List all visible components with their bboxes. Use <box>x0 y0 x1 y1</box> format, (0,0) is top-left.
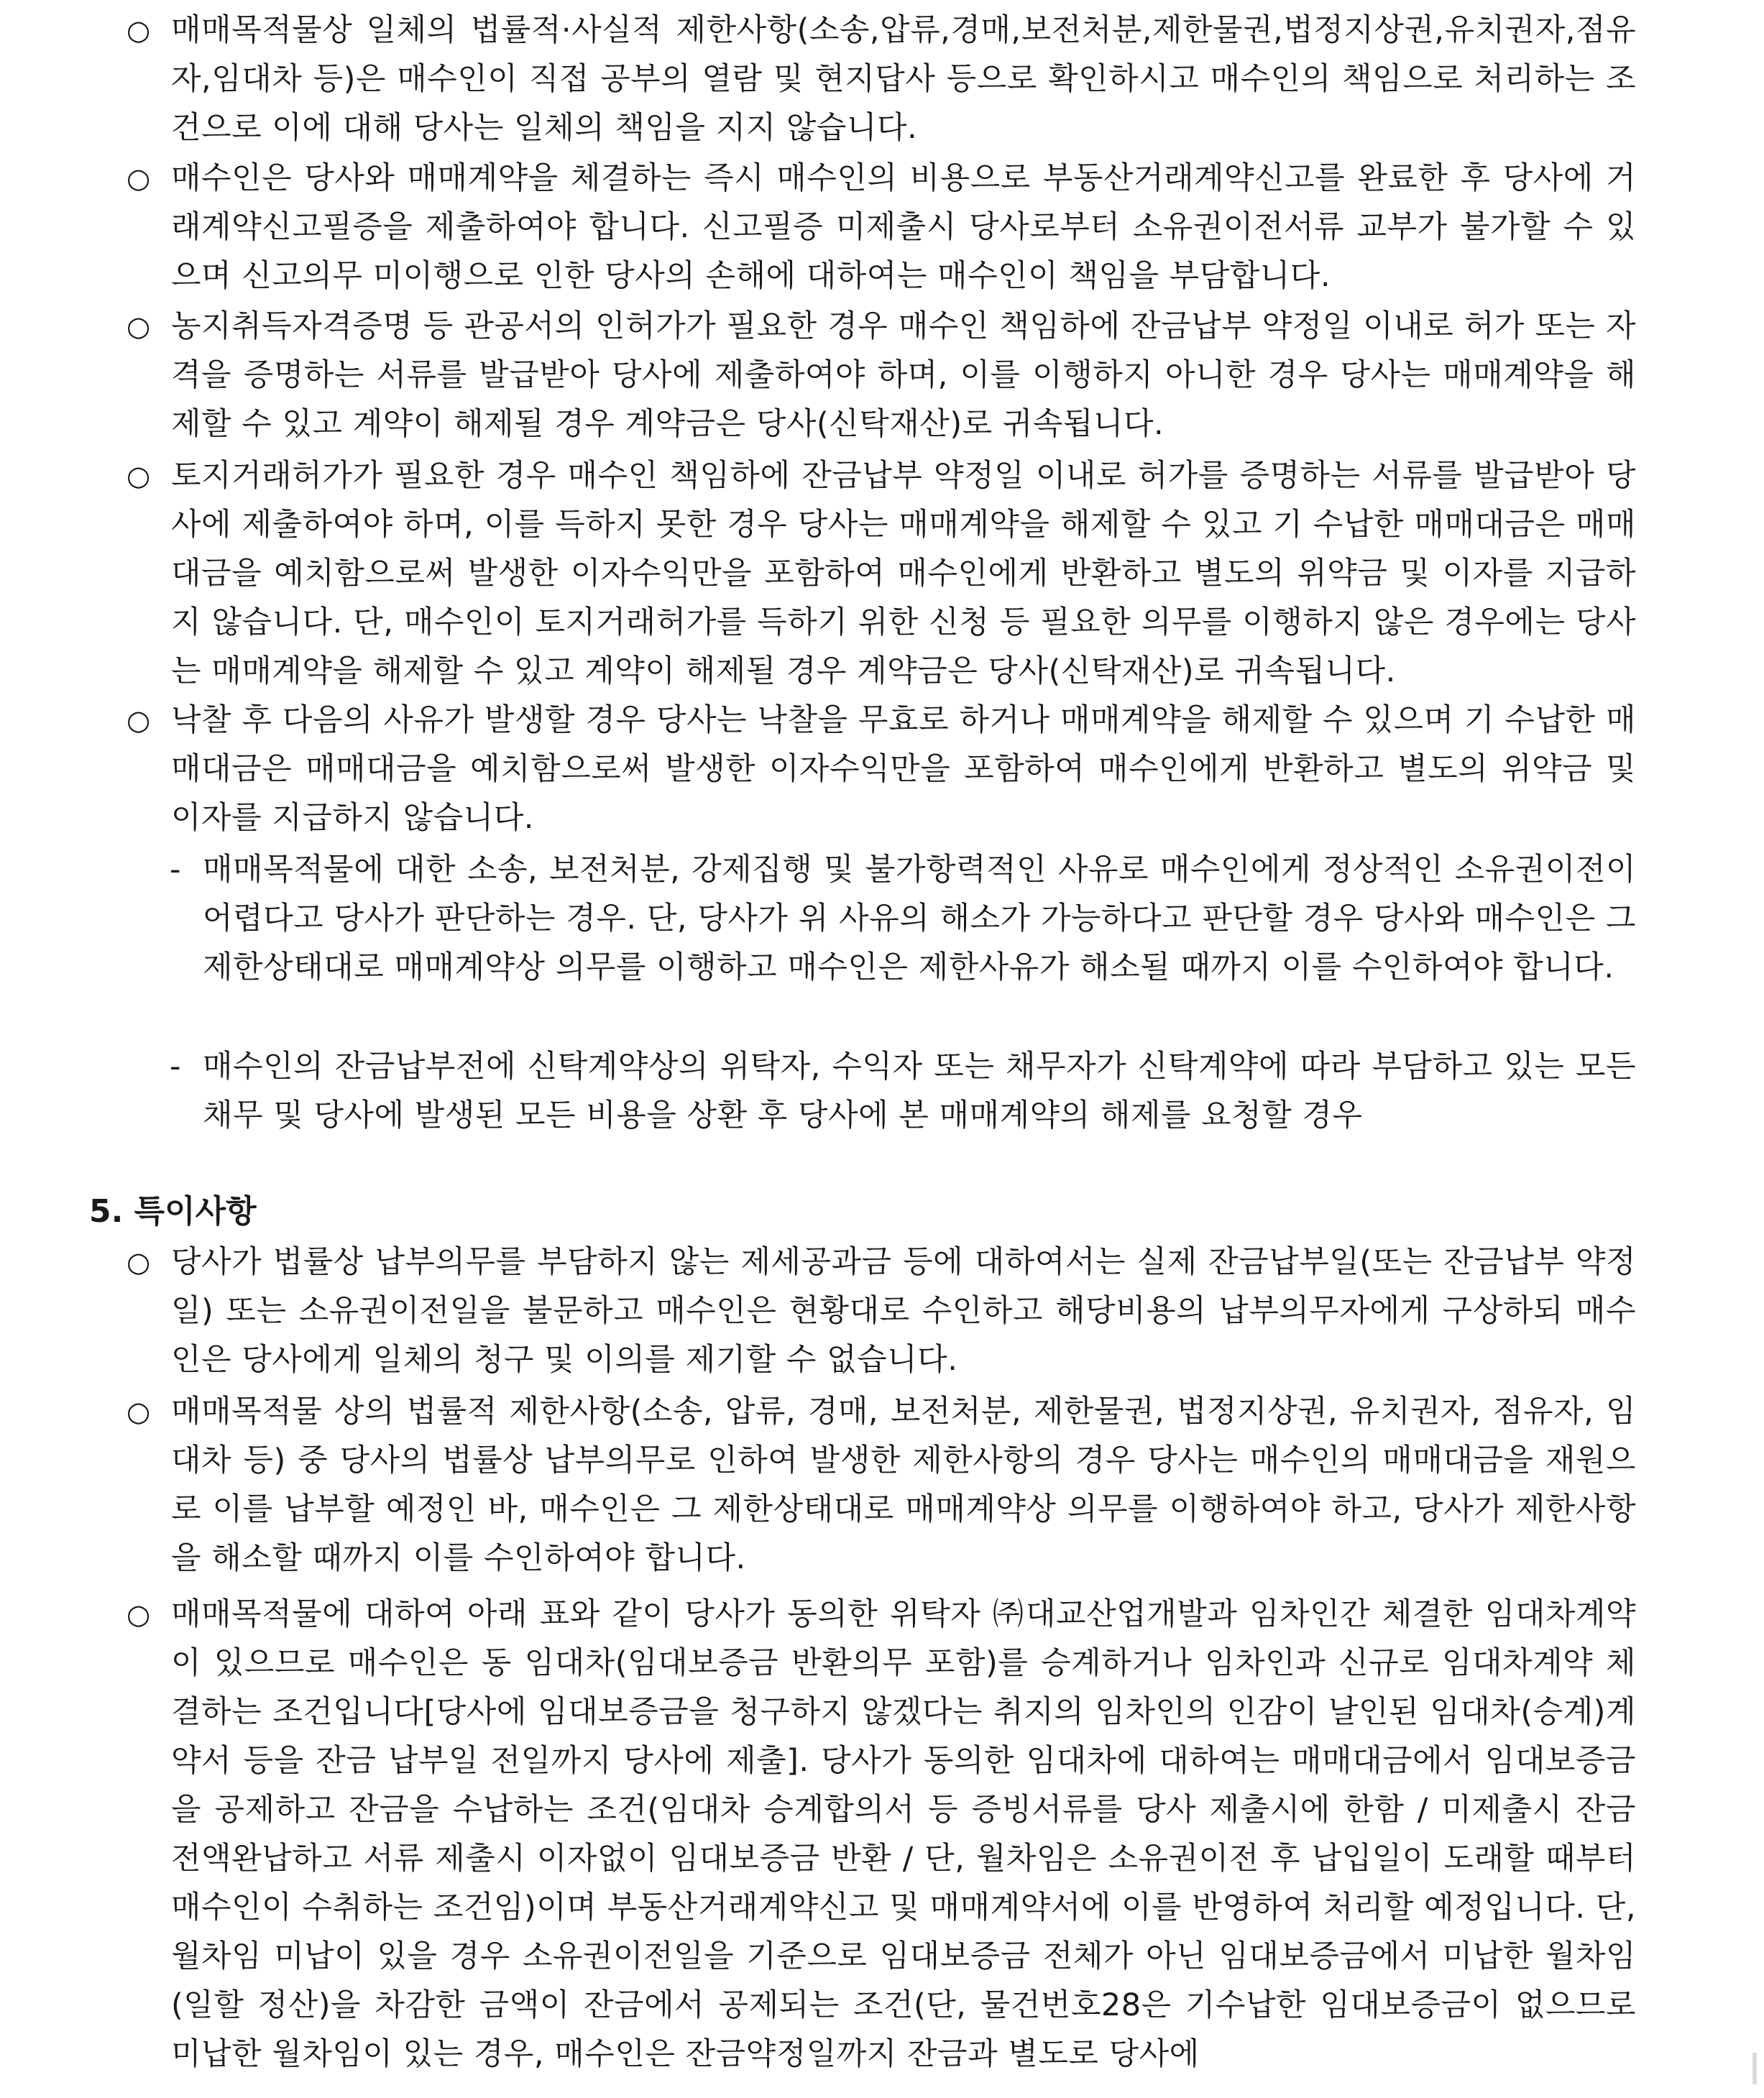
dash-bullet-icon: - <box>170 852 181 888</box>
circle-bullet-icon: ○ <box>127 162 151 194</box>
circle-bullet-icon: ○ <box>127 704 151 736</box>
item-text: 당사가 법률상 납부의무를 부담하지 않는 제세공과금 등에 대하여서는 실제 잔금납부일(또는 잔금납부 약정일) 또는 소유권이전일을 불문하고 매수인은 현황대로 수인하고 해당비용의 납부의무자에게 구상하되 매수인은 당사에게 일체의 청구 및 이의를 제기할 수 없습니다. <box>171 1244 1636 1378</box>
item-text: 매매목적물 상의 법률적 제한사항(소송, 압류, 경매, 보전처분, 제한물권, 법정지상권, 유치권자, 점유자, 임대차 등) 중 당사의 법률상 납부의무로 인하여 발생한 제한사항의 경우 당사는 매수인의 매매대금을 재원으로 이를 납부할 예정인 바, 매수인은 그 제한상태대로 매매계약상 의무를 이행하여야 하고, 당사가 제한사항을 해소할 때까지 이를 수인하여야 합니다. <box>171 1394 1636 1576</box>
list-item <box>127 1238 1636 1384</box>
circle-bullet-icon: ○ <box>127 310 151 342</box>
list-item <box>127 302 1636 448</box>
item-text: 매수인은 당사와 매매계약을 체결하는 즉시 매수인의 비용으로 부동산거래계약신고를 완료한 후 당사에 거래계약신고필증을 제출하여야 합니다. 신고필증 미제출시 당사로부터 소유권이전서류 교부가 불가할 수 있으며 신고의무 미이행으로 인한 당사의 손해에 대하여는 매수인이 책임을 부담합니다. <box>171 160 1636 294</box>
list-item <box>127 451 1636 696</box>
item-text: 농지취득자격증명 등 관공서의 인허가가 필요한 경우 매수인 책임하에 잔금납부 약정일 이내로 허가 또는 자격을 증명하는 서류를 발급받아 당사에 제출하여야 하며, 이를 이행하지 아니한 경우 당사는 매매계약을 해제할 수 있고 계약이 해제될 경우 계약금은 당사(신탁재산)로 귀속됩니다. <box>171 308 1636 442</box>
circle-bullet-icon: ○ <box>127 1246 151 1278</box>
sub-item-text: 매수인의 잔금납부전에 신탁계약상의 위탁자, 수익자 또는 채무자가 신탁계약에 따라 부담하고 있는 모든 채무 및 당사에 발생된 모든 비용을 상환 후 당사에 본 매매계약의 해제를 요청할 경우 <box>203 1049 1636 1133</box>
circle-bullet-icon: ○ <box>127 1396 151 1427</box>
item-text: 낙찰 후 다음의 사유가 발생할 경우 당사는 낙찰을 무효로 하거나 매매계약을 해제할 수 있으며 기 수납한 매매대금은 매매대금을 예치함으로써 발생한 이자수익만을 포함하여 매수인에게 반환하고 별도의 위약금 및 이자를 지급하지 않습니다. <box>171 702 1636 836</box>
item-text: 매매목적물에 대하여 아래 표와 같이 당사가 동의한 위탁자 ㈜대교산업개발과 임차인간 체결한 임대차계약이 있으므로 매수인은 동 임대차(임대보증금 반환의무 포함)를 승계하거나 임차인과 신규로 임대차계약 체결하는 조건입니다[당사에 임대보증금을 청구하지 않겠다는 취지의 임차인의 인감이 날인된 임대차(승계)계약서 등을 잔금 납부일 전일까지 당사에 제출]. 당사가 동의한 임대차에 대하여는 매매대금에서 임대보증금을 공제하고 잔금을 수납하는 조건(임대차 승계합의서 등 증빙서류를 당사 제출시에 한함 / 미제출시 잔금 전액완납하고 서류 제출시 이자없이 임대보증금 반환 / 단, 월차임은 소유권이전 후 납입일이 도래할 때부터 매수인이 수취하는 조건임)이며 부동산거래계약신고 및 매매계약서에 이를 반영하여 처리할 예정입니다. 단, 월차임 미납이 있을 경우 소유권이전일을 기준으로 임대보증금 전체가 아닌 임대보증금에서 미납한 월차임(일할 정산)을 차감한 금액이 잔금에서 공제되는 조건(단, 물건번호28은 기수납한 임대보증금이 없으므로 미납한 월차임이 있는 경우, 매수인은 잔금약정일까지 잔금과 별도로 당사에 <box>171 1596 1636 2072</box>
sub-list-item <box>170 1042 1636 1140</box>
sub-list-item <box>170 845 1636 992</box>
sub-item-text: 매매목적물에 대한 소송, 보전처분, 강제집행 및 불가항력적인 사유로 매수인에게 정상적인 소유권이전이 어렵다고 당사가 판단하는 경우. 단, 당사가 위 사유의 해소가 가능하다고 판단할 경우 당사와 매수인은 그 제한상태대로 매매계약상 의무를 이행하고 매수인은 제한사유가 해소될 때까지 이를 수인하여야 합니다. <box>203 852 1636 985</box>
list-item <box>127 696 1636 842</box>
list-item <box>127 1590 1636 2079</box>
circle-bullet-icon: ○ <box>127 14 151 46</box>
list-item <box>127 6 1636 152</box>
circle-bullet-icon: ○ <box>127 1598 151 1630</box>
item-text: 매매목적물상 일체의 법률적·사실적 제한사항(소송,압류,경매,보전처분,제한물권,법정지상권,유치권자,점유자,임대차 등)은 매수인이 직접 공부의 열람 및 현지답사 등으로 확인하시고 매수인의 책임으로 처리하는 조건으로 이에 대해 당사는 일체의 책임을 지지 않습니다. <box>171 12 1636 146</box>
list-item <box>127 1387 1636 1583</box>
circle-bullet-icon: ○ <box>127 460 151 492</box>
item-text: 토지거래허가가 필요한 경우 매수인 책임하에 잔금납부 약정일 이내로 허가를 증명하는 서류를 발급받아 당사에 제출하여야 하며, 이를 득하지 못한 경우 당사는 매매계약을 해제할 수 있고 기 수납한 매매대금은 매매대금을 예치함으로써 발생한 이자수익만을 포함하여 매수인에게 반환하고 별도의 위약금 및 이자를 지급하지 않습니다. 단, 매수인이 토지거래허가를 득하기 위한 신청 등 필요한 의무를 이행하지 않은 경우에는 당사는 매매계약을 해제할 수 있고 계약이 해제될 경우 계약금은 당사(신탁재산)로 귀속됩니다. <box>171 458 1636 689</box>
list-item <box>127 154 1636 300</box>
dash-bullet-icon: - <box>170 1049 181 1085</box>
section-heading: 5. 특이사항 <box>89 1193 257 1230</box>
scan-edge-mark <box>1752 2053 1757 2084</box>
